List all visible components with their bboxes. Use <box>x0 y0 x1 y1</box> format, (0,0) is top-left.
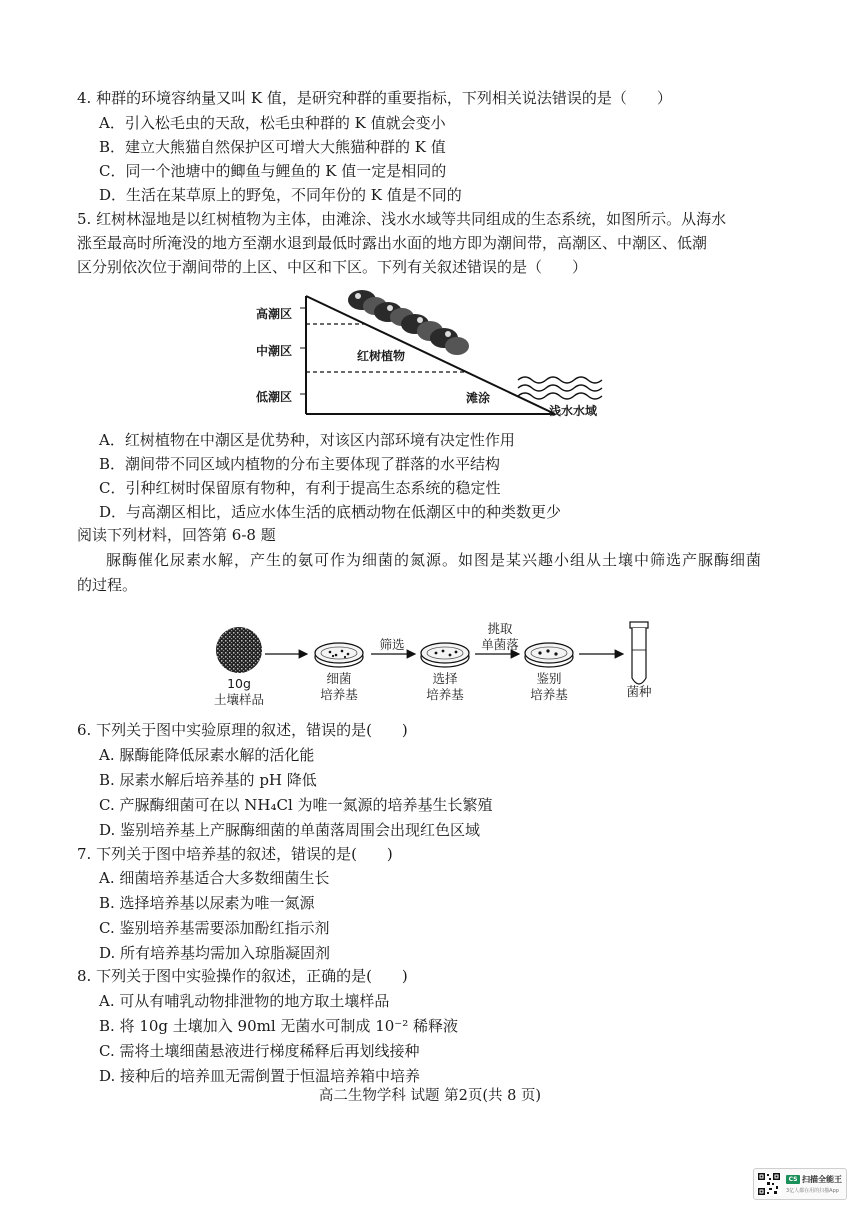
q6-option-d: D. 鉴别培养基上产脲酶细菌的单菌落周围会出现红色区域 <box>99 821 481 839</box>
flow-tube-label: 菌种 <box>626 684 652 699</box>
petri-dish-3-icon <box>525 643 573 667</box>
petri-dish-1-icon <box>315 643 363 667</box>
flow-dish1-label-2: 培养基 <box>320 687 358 702</box>
flow-dish1-label-1: 细菌 <box>326 671 352 686</box>
scanner-app-subtitle: 3亿人都在用的扫描App <box>786 1188 839 1194</box>
q7-stem: 7. 下列关于图中培养基的叙述，错误的是( ) <box>77 845 393 863</box>
q4-option-d: D．生活在某草原上的野兔，不同年份的 K 值是不同的 <box>99 186 462 204</box>
label-tidal-flat: 滩涂 <box>466 391 491 405</box>
q6-option-a: A. 脲酶能降低尿素水解的活化能 <box>99 746 315 764</box>
flow-soil-amount: 10g <box>227 676 251 691</box>
q5-option-a: A．红树植物在中潮区是优势种，对该区内部环境有决定性作用 <box>99 431 515 449</box>
material-line-1: 脲酶催化尿素水解，产生的氨可作为细菌的氮源。如图是某兴趣小组从土壤中筛选产脲酶细菌 <box>106 551 763 569</box>
q5-stem-line-3: 区分别依次位于潮间带的上区、中区和下区。下列有关叙述错误的是（ ） <box>77 258 588 276</box>
label-mangrove-plants: 红树植物 <box>357 349 406 363</box>
flow-arrow-pick-label-1: 挑取 <box>487 621 513 636</box>
material-line-2: 的过程。 <box>77 576 138 594</box>
q8-option-a: A. 可从有哺乳动物排泄物的地方取土壤样品 <box>99 992 390 1010</box>
q8-option-d: D. 接种后的培养皿无需倒置于恒温培养箱中培养 <box>99 1067 421 1085</box>
q7-option-c: C. 鉴别培养基需要添加酚红指示剂 <box>99 919 330 937</box>
q7-option-a: A. 细菌培养基适合大多数细菌生长 <box>99 869 330 887</box>
flow-dish2-label-1: 选择 <box>432 671 458 686</box>
q8-stem: 8. 下列关于图中实验操作的叙述，正确的是( ) <box>77 967 408 985</box>
flow-dish2-label-2: 培养基 <box>426 687 464 702</box>
flow-arrow-pick-label-2: 单菌落 <box>481 637 519 652</box>
q7-option-b: B. 选择培养基以尿素为唯一氮源 <box>99 894 315 912</box>
cs-logo: CS <box>786 1175 800 1184</box>
q5-option-b: B．潮间带不同区域内植物的分布主要体现了群落的水平结构 <box>99 455 501 473</box>
q6-option-c: C. 产脲酶细菌可在以 NH₄Cl 为唯一氮源的培养基生长繁殖 <box>99 796 493 814</box>
q4-option-b: B．建立大熊猫自然保护区可增大大熊猫种群的 K 值 <box>99 138 446 156</box>
scanner-app-title: 扫描全能王 <box>802 1175 842 1184</box>
q5-stem-line-1: 5. 红树林湿地是以红树植物为主体，由滩涂、浅水水域等共同组成的生态系统，如图所示。从海水 <box>77 210 727 228</box>
label-low-tide-zone: 低潮区 <box>256 390 293 404</box>
flow-dish3-label-1: 鉴别 <box>536 671 562 686</box>
q8-option-c: C. 需将土壤细菌悬液进行梯度稀释后再划线接种 <box>99 1042 420 1060</box>
q5-option-c: C．引种红树时保留原有物种，有利于提高生态系统的稳定性 <box>99 479 501 497</box>
soil-sample-icon <box>216 627 262 673</box>
q8-option-b: B. 将 10g 土壤加入 90ml 无菌水可制成 10⁻² 稀释液 <box>99 1017 458 1035</box>
label-shallow-water: 浅水水域 <box>549 404 598 418</box>
qr-code-icon <box>757 1172 781 1196</box>
q4-option-c: C．同一个池塘中的鲫鱼与鲤鱼的 K 值一定是相同的 <box>99 162 447 180</box>
label-high-tide-zone: 高潮区 <box>256 307 293 321</box>
flow-arrow-screen-label: 筛选 <box>379 637 405 652</box>
reading-intro: 阅读下列材料，回答第 6-8 题 <box>77 526 276 544</box>
q7-option-d: D. 所有培养基均需加入琼脂凝固剂 <box>99 944 331 962</box>
flow-dish3-label-2: 培养基 <box>530 687 568 702</box>
label-mid-tide-zone: 中潮区 <box>256 344 293 358</box>
flow-soil-label: 土壤样品 <box>213 692 264 707</box>
q4-stem: 4. 种群的环境容纳量又叫 K 值，是研究种群的重要指标，下列相关说法错误的是（ ） <box>77 89 672 107</box>
q6-stem: 6. 下列关于图中实验原理的叙述，错误的是( ) <box>77 721 408 739</box>
petri-dish-2-icon <box>421 643 469 667</box>
scanner-app-badge <box>753 1168 847 1200</box>
q6-option-b: B. 尿素水解后培养基的 pH 降低 <box>99 771 317 789</box>
q4-option-a: A．引入松毛虫的天敌，松毛虫种群的 K 值就会变小 <box>99 114 446 132</box>
q5-option-d: D．与高潮区相比，适应水体生活的底栖动物在低潮区中的种类数更少 <box>99 503 562 521</box>
page-footer: 高二生物学科 试题 第2页(共 8 页) <box>318 1088 542 1104</box>
water-waves-icon <box>518 377 602 399</box>
test-tube-icon <box>630 622 648 684</box>
q5-stem-line-2: 涨至最高时所淹没的地方至潮水退到最低时露出水面的地方即为潮间带，高潮区、中潮区、低潮 <box>77 234 708 252</box>
